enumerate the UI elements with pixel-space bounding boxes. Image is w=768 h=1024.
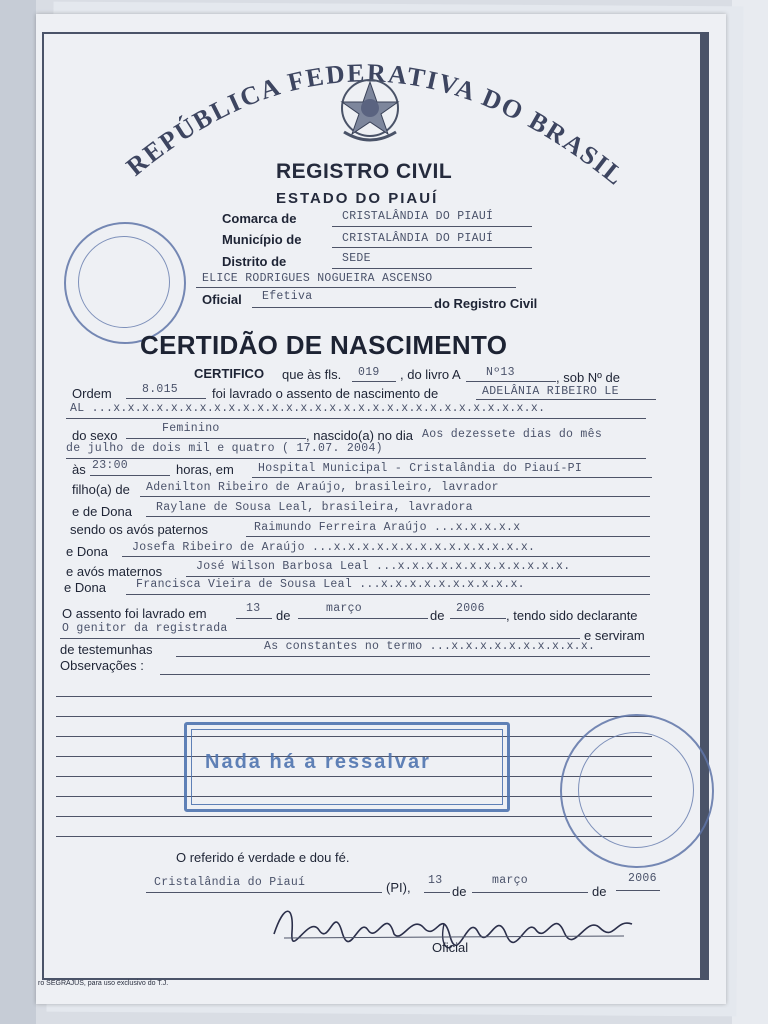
declarante-value: O genitor da registrada [62, 622, 228, 635]
distrito-value: SEDE [342, 252, 371, 265]
estado-title: ESTADO DO PIAUÍ [276, 190, 439, 207]
livro-value: Nº13 [486, 366, 515, 379]
assento-de1: de [276, 608, 291, 623]
avo-materno-line [186, 576, 650, 577]
closing-uf: (PI), [386, 880, 411, 895]
background-edge-left [0, 0, 36, 1024]
avo-paterna-value: Josefa Ribeiro de Araújo ...x.x.x.x.x.x.x.x.x.x.x.x.x.x. [132, 541, 536, 554]
as-label: às [72, 462, 86, 477]
right-office-seal [560, 714, 714, 868]
declarante-line [60, 638, 580, 639]
oficial-line [252, 307, 432, 308]
municipio-value: CRISTALÂNDIA DO PIAUÍ [342, 232, 494, 245]
closing-ano: 2006 [628, 872, 657, 885]
oficial-name-value: ELICE RODRIGUES NOGUEIRA ASCENSO [202, 272, 433, 285]
avo-materna-value: Francisca Vieira de Sousa Leal ...x.x.x.x.x.x.x.x.x.x. [136, 578, 525, 591]
closing-cidade: Cristalândia do Piauí [154, 876, 306, 889]
closing-de1: de [452, 884, 467, 899]
serviram-label: e serviram [584, 628, 645, 643]
distrito-label: Distrito de [222, 254, 287, 269]
fls-value: 019 [358, 366, 380, 379]
oficial-label: Oficial [202, 292, 242, 307]
local-value: Hospital Municipal - Cristalândia do Piauí-PI [258, 462, 583, 475]
sob-label: , sob Nº de [556, 370, 621, 385]
registro-label: do Registro Civil [434, 296, 538, 311]
dia-line [66, 458, 646, 459]
declarante-label: , tendo sido declarante [506, 608, 638, 623]
comarca-label: Comarca de [222, 211, 297, 226]
comarca-value: CRISTALÂNDIA DO PIAUÍ [342, 210, 494, 223]
oficial-name-line [196, 287, 516, 288]
closing-ano-line [616, 890, 660, 891]
observacoes-line-1 [56, 696, 652, 697]
municipio-line [332, 247, 532, 248]
fls-line [352, 381, 396, 382]
dia-value-2: de julho de dois mil e quatro ( 17.07. 2004) [66, 442, 383, 455]
closing-mes: março [492, 874, 529, 887]
avo-paterno-line [246, 536, 650, 537]
assento-label: O assento foi lavrado em [62, 606, 207, 621]
certifico-label: CERTIFICO [194, 366, 265, 381]
testemunhas-label: de testemunhas [60, 642, 153, 657]
ressalva-stamp [184, 722, 510, 812]
sexo-line [126, 438, 306, 439]
assento-ano: 2006 [456, 602, 485, 615]
ordem-line [126, 398, 206, 399]
nascido-label: , nascido(a) no dia [306, 428, 413, 443]
sexo-label: do sexo [72, 428, 118, 443]
dona1-label: e Dona [66, 544, 108, 559]
assento-ano-line [450, 618, 506, 619]
birth-certificate-paper [36, 14, 726, 1004]
closing-de2: de [592, 884, 607, 899]
closing-dia-line [424, 892, 450, 893]
dia-value-1: Aos dezessete dias do mês [422, 428, 603, 441]
ordem-value: 8.015 [142, 383, 179, 396]
assento-dia: 13 [246, 602, 261, 615]
ressalva-stamp-text: Nada há a ressalvar [205, 751, 431, 773]
name-value-part1: ADELÂNIA RIBEIRO LE [482, 385, 619, 398]
avos-maternos-label: e avós maternos [66, 564, 163, 579]
observacoes-line-2 [56, 716, 652, 717]
mae-label: e de Dona [72, 504, 132, 519]
local-line [252, 477, 652, 478]
closing-cidade-line [146, 892, 382, 893]
avo-paterno-value: Raimundo Ferreira Araújo ...x.x.x.x.x [254, 521, 521, 534]
sexo-value: Feminino [162, 422, 220, 435]
observacoes-line-0 [160, 674, 650, 675]
closing-mes-line [472, 892, 588, 893]
observacoes-label: Observações : [60, 658, 144, 673]
arc-title-text: REPÚBLICA FEDERATIVA DO BRASIL [120, 58, 631, 192]
dona2-label: e Dona [64, 580, 106, 595]
pai-line [140, 496, 650, 497]
observacoes-line-7 [56, 816, 652, 817]
hora-value: 23:00 [92, 459, 129, 472]
name-line-2 [66, 418, 646, 419]
testemunhas-value: As constantes no termo ...x.x.x.x.x.x.x.x.x.x. [264, 640, 596, 653]
oficial-value: Efetiva [262, 290, 313, 303]
avo-paterna-line [122, 556, 650, 557]
assento-dia-line [236, 618, 272, 619]
avos-paternos-label: sendo os avós paternos [70, 522, 209, 537]
assento-mes: março [326, 602, 363, 615]
fls-label: que às fls. [282, 367, 342, 382]
avo-materna-line [126, 594, 650, 595]
livro-label: , do livro A [400, 367, 461, 382]
name-value-part2: AL ...x.x.x.x.x.x.x.x.x.x.x.x.x.x.x.x.x.x.x.x.x.x.x.x.x.x.x.x.x.x. [70, 402, 546, 415]
horas-label: horas, em [176, 462, 234, 477]
filho-label: filho(a) de [72, 482, 130, 497]
observacoes-line-8 [56, 836, 652, 837]
livro-line [466, 381, 556, 382]
lavrado-label: foi lavrado o assento de nascimento de [212, 386, 439, 401]
pai-value: Adenilton Ribeiro de Araújo, brasileiro, lavrador [146, 481, 499, 494]
assento-de2: de [430, 608, 445, 623]
certificate-title: CERTIDÃO DE NASCIMENTO [140, 330, 508, 360]
closing-dia: 13 [428, 874, 443, 887]
distrito-line [332, 268, 532, 269]
hora-line [90, 475, 170, 476]
registro-civil-title: REGISTRO CIVIL [276, 160, 453, 183]
assento-mes-line [298, 618, 428, 619]
mae-line [146, 516, 650, 517]
footer-note: ro SEGRAJUS, para uso exclusivo do T.J. [38, 980, 169, 987]
closing-oficial-label: Oficial [432, 940, 469, 955]
left-office-seal [64, 222, 186, 344]
name-line-1 [476, 399, 656, 400]
mae-value: Raylane de Sousa Leal, brasileira, lavradora [156, 501, 473, 514]
ordem-label: Ordem [72, 386, 112, 401]
coat-of-arms-emblem [332, 72, 408, 148]
verdade-text: O referido é verdade e dou fé. [176, 850, 350, 865]
comarca-line [332, 226, 532, 227]
testemunhas-line [176, 656, 650, 657]
municipio-label: Município de [222, 232, 302, 247]
avo-materno-value: José Wilson Barbosa Leal ...x.x.x.x.x.x.x.x.x.x.x.x. [196, 560, 571, 573]
